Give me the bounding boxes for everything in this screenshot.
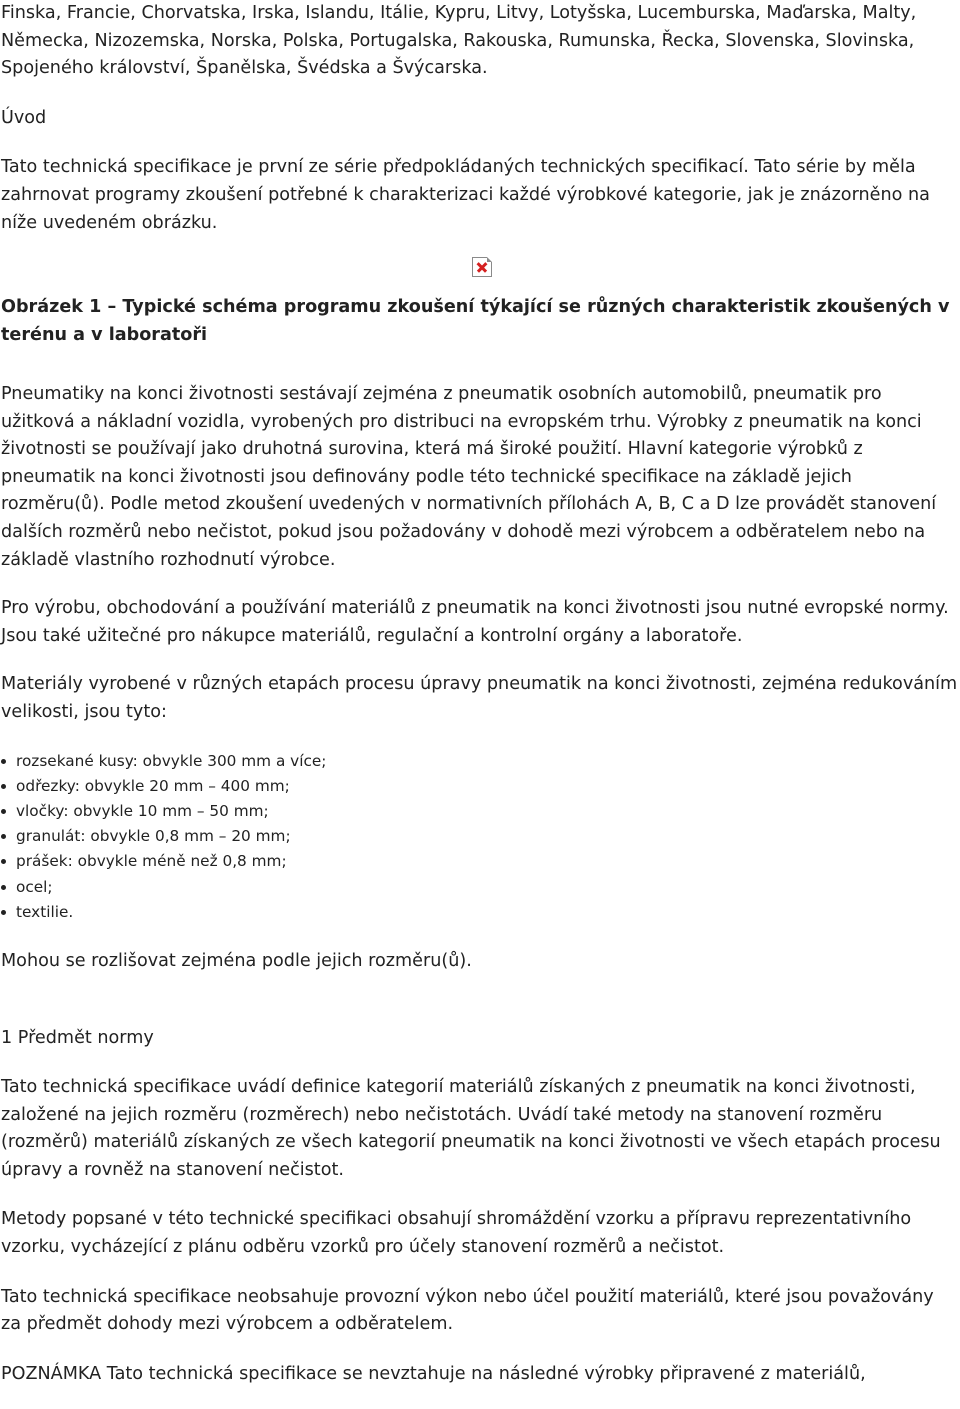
- list-item: [1, 799, 959, 824]
- list-item: [1, 824, 959, 849]
- list-item-text: odřezky: obvykle 20 mm – 400 mm;: [16, 776, 290, 795]
- list-item-text: granulát: obvykle 0,8 mm – 20 mm;: [16, 827, 291, 846]
- bullet-icon: [1, 859, 6, 864]
- figure-caption: Obrázek 1 – Typické schéma programu zkoušení týkající se různých charakteristik zkoušených v terénu a v laboratoři: [1, 297, 950, 345]
- list-item-text: ocel;: [16, 877, 53, 896]
- paragraph-scope-2: Metody popsané v této technické specifikaci obsahují shromáždění vzorku a přípravu reprezentativního vzorku, vycházející z plánu odběru vzorků pro účely stanovení rozměrů a nečistot.: [1, 1209, 912, 1258]
- paragraph-distinguish: Mohou se rozlišovat zejména podle jejich rozměru(ů).: [1, 950, 472, 971]
- paragraph-scope-3: Tato technická specifikace neobsahuje provozní výkon nebo účel použití materiálů, které jsou považovány za předmět dohody mezi výrobcem a odběratelem.: [1, 1286, 934, 1335]
- materials-list: [1, 749, 959, 925]
- paragraph-intro: Tato technická specifikace je první ze série předpokládaných technických specifikací. Tato série by měla zahrnovat programy zkoušení potřebné k charakterizaci každé výrobkové kategorie, jak je znázorněno na níže uvedeném obrázku.: [1, 157, 930, 233]
- list-item: [1, 900, 959, 925]
- section-heading-scope: 1 Předmět normy: [1, 1027, 154, 1048]
- paragraph-note: POZNÁMKA Tato technická specifikace se nevztahuje na následné výrobky připravené z materiálů,: [1, 1363, 866, 1384]
- list-item: [1, 774, 959, 799]
- bullet-icon: [1, 834, 6, 839]
- list-item: [1, 749, 959, 774]
- bullet-icon: [1, 809, 6, 814]
- list-item-text: vločky: obvykle 10 mm – 50 mm;: [16, 801, 269, 820]
- paragraph-scope-1: Tato technická specifikace uvádí definice kategorií materiálů získaných z pneumatik na konci životnosti, založené na jejich rozměru (rozměrech) nebo nečistotách. Uvádí také metody na stanovení rozměru (rozměrů) materiálů získaných ze všech kategorií pneumatik na konci životnosti ve všech etapách procesu úpravy a rovněž na stanovení nečistot.: [1, 1077, 941, 1180]
- bullet-icon: [1, 885, 6, 890]
- list-item: [1, 875, 959, 900]
- bullet-icon: [1, 910, 6, 915]
- list-item: [1, 849, 959, 874]
- paragraph-norms: Pro výrobu, obchodování a používání materiálů z pneumatik na konci životnosti jsou nutné evropské normy. Jsou také užitečné pro nákupce materiálů, regulační a kontrolní orgány a laboratoře.: [1, 598, 949, 646]
- document-body: [1, 0, 959, 1388]
- intro-paragraph: Finska, Francie, Chorvatska, Irska, Islandu, Itálie, Kypru, Litvy, Lotyšska, Lucemburska, Maďarska, Malty, Německa, Nizozemska, Norska, Polska, Portugalska, Rakouska, Rumunska, Řecka, Slovenska, Slovinska, Spojeného království, Španělska, Švédska a Švýcarska.: [1, 3, 917, 79]
- list-item-text: textilie.: [16, 902, 74, 921]
- paragraph-tyres: Pneumatiky na konci životnosti sestávají zejména z pneumatik osobních automobilů, pneumatik pro užitková a nákladní vozidla, vyrobených pro distribuci na evropském trhu. Výrobky z pneumatik na konci životnosti se používají jako druhotná surovina, která má široké použití. Hlavní kategorie výrobků z pneumatik na konci životnosti jsou definovány podle této technické specifikace na základě jejich rozměru(ů). Podle metod zkoušení uvedených v normativních přílohách A, B, C a D lze provádět stanovení dalších rozměrů nebo nečistot, pokud jsou požadovány v dohodě mezi výrobcem a odběratelem nebo na základě vlastního rozhodnutí výrobce.: [1, 383, 937, 570]
- section-heading-uvod: Úvod: [1, 107, 47, 128]
- list-item-text: rozsekané kusy: obvykle 300 mm a více;: [16, 751, 327, 770]
- bullet-icon: [1, 759, 6, 764]
- paragraph-materials: Materiály vyrobené v různých etapách procesu úpravy pneumatik na konci životnosti, zejména redukováním velikosti, jsou tyto:: [1, 674, 958, 722]
- list-item-text: prášek: obvykle méně než 0,8 mm;: [16, 852, 287, 871]
- bullet-icon: [1, 784, 6, 789]
- broken-image-icon: [472, 257, 492, 277]
